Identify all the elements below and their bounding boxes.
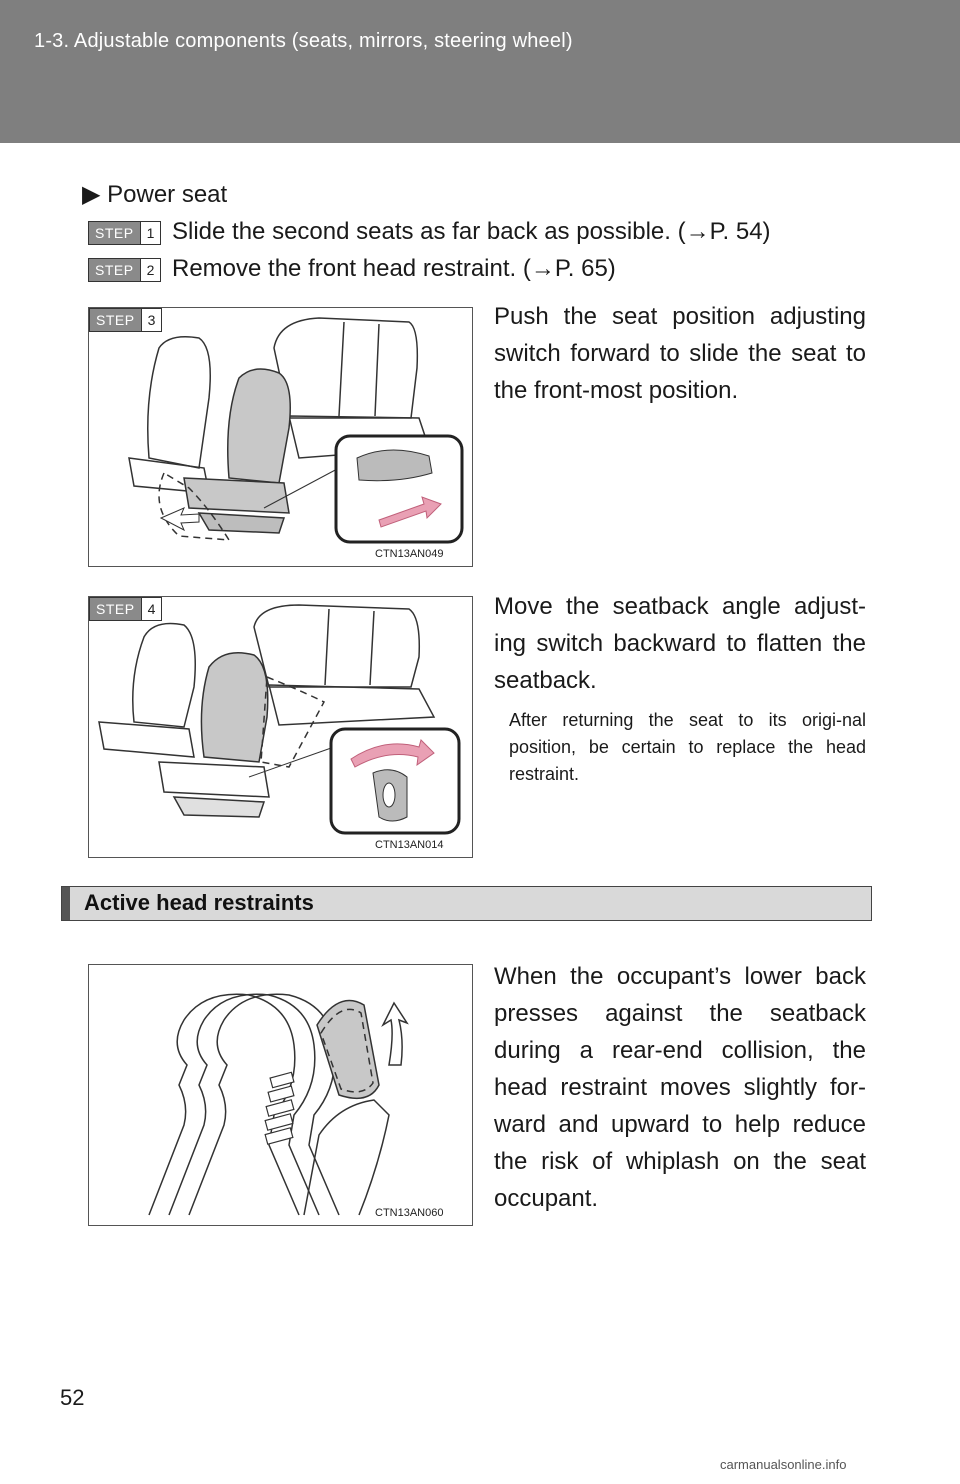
page-header xyxy=(0,0,960,143)
head-restraint-figure xyxy=(88,964,473,1226)
watermark: carmanualsonline.info xyxy=(720,1457,847,1472)
head-restraint-text: When the occupant’s lower back presses against the seatback during a rear-end collision, the head restraint moves slightly for-ward and upward to help reduce the risk of whiplash on the seat occupant. xyxy=(494,963,866,1212)
power-seat-heading xyxy=(82,180,227,210)
seat-slide-illustration xyxy=(89,308,472,566)
step-badge-4: STEP 4 xyxy=(89,597,162,621)
head-restraint-illustration xyxy=(89,965,472,1225)
step-3-figure xyxy=(88,307,473,567)
page-number: 52 xyxy=(60,1385,85,1410)
step-badge-2: STEP 2 xyxy=(88,258,161,282)
figure-code-head: CTN13AN060 xyxy=(375,1207,444,1219)
step-4-text: Move the seatback angle adjust-ing switch backward to flatten the seatback. xyxy=(494,593,866,694)
power-seat-label: Power seat xyxy=(107,181,228,208)
step-4-figure xyxy=(88,596,473,858)
step-3-text: Push the seat position adjusting switch forward to slide the seat to the front-most position. xyxy=(494,303,866,404)
section-heading-bar xyxy=(61,886,872,921)
chapter-title: 1-3. Adjustable components (seats, mirrors, steering wheel) xyxy=(34,30,573,52)
section-marker xyxy=(62,887,70,920)
step-4-note: After returning the seat to its origi-nal position, be certain to replace the head restraint. xyxy=(509,710,866,784)
step-2-text: Remove the front head restraint. (→P. 65) xyxy=(172,255,616,282)
section-title: Active head restraints xyxy=(84,890,314,915)
step-badge-1: STEP 1 xyxy=(88,221,161,245)
step-badge-3: STEP 3 xyxy=(89,308,162,332)
figure-code-3: CTN13AN049 xyxy=(375,548,444,560)
step-1-text: Slide the second seats as far back as possible. (→P. 54) xyxy=(172,218,771,245)
seatback-recline-illustration xyxy=(89,597,472,857)
arrow-marker-icon: ▶ xyxy=(82,181,101,208)
figure-code-4: CTN13AN014 xyxy=(375,839,444,851)
